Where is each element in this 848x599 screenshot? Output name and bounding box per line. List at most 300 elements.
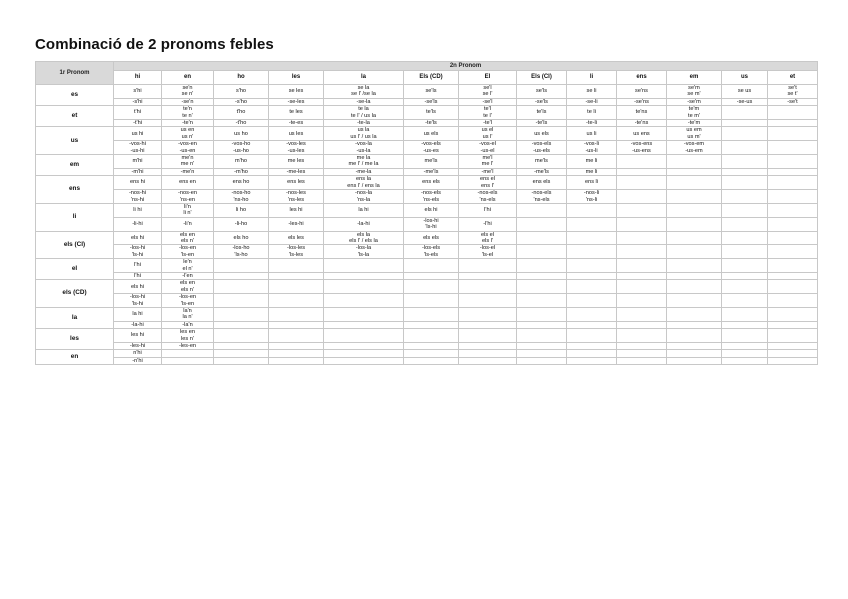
table-cell	[667, 203, 722, 217]
table-cell	[567, 231, 617, 245]
cell-text: el n'	[182, 265, 193, 272]
table-cell	[214, 127, 269, 141]
cell-text: 'ls-hi	[131, 300, 144, 307]
table-cell	[517, 168, 567, 175]
cell-text: -us-el	[480, 147, 495, 154]
table-cell	[114, 85, 162, 99]
table-cell	[667, 231, 722, 245]
table-cell	[722, 190, 768, 204]
cell-text: te'l	[484, 106, 491, 113]
cell-text: -los-hi	[129, 245, 146, 252]
cell-text: -los-hi	[423, 217, 439, 224]
table-cell	[459, 272, 517, 279]
cell-text: te m'	[688, 112, 700, 119]
table-cell	[162, 357, 214, 364]
table-cell	[617, 329, 667, 343]
row-label: els (CD)	[36, 280, 114, 308]
table-cell	[567, 259, 617, 273]
cell-text: la n'	[182, 314, 193, 321]
row-label: us	[36, 127, 114, 155]
cell-text: us em	[686, 127, 702, 134]
table-cell	[667, 294, 722, 308]
cell-text: us l'	[482, 133, 493, 140]
cell-text: -los-hi	[129, 294, 146, 301]
cell-text: me'n	[181, 155, 194, 162]
table-cell	[617, 280, 667, 294]
cell-text: se la	[357, 85, 370, 91]
table-cell	[567, 294, 617, 308]
cell-text: us ho	[234, 130, 248, 137]
table-cell	[162, 98, 214, 105]
table-cell	[162, 217, 214, 231]
table-cell	[269, 308, 324, 322]
table-cell	[617, 259, 667, 273]
cell-text: se'ls	[425, 88, 437, 95]
table-cell	[722, 85, 768, 99]
table-cell	[722, 308, 768, 322]
table-cell	[269, 141, 324, 155]
table-cell	[459, 141, 517, 155]
cell-text: me'ls	[535, 158, 548, 165]
table-cell	[517, 217, 567, 231]
table-cell	[617, 106, 667, 120]
table-cell	[114, 168, 162, 175]
cell-text: -t'ho	[235, 120, 247, 127]
table-cell	[722, 106, 768, 120]
table-cell	[517, 245, 567, 259]
table-cell	[162, 176, 214, 190]
table-cell	[404, 329, 459, 343]
table-cell	[567, 168, 617, 175]
cell-text: se t'	[787, 91, 798, 98]
table-cell	[517, 308, 567, 322]
table-cell	[269, 231, 324, 245]
table-cell	[162, 141, 214, 155]
table-row	[36, 343, 818, 350]
cell-text: -vos-ho	[231, 141, 251, 148]
cell-text: -te'm	[687, 120, 701, 127]
cell-text: -les-en	[178, 343, 197, 350]
cell-text: -te'ns	[634, 120, 649, 127]
cell-text: -se'l	[482, 98, 493, 105]
table-cell	[617, 120, 667, 127]
cell-text: els les	[288, 234, 304, 241]
table-cell	[214, 155, 269, 169]
table-row	[36, 85, 818, 99]
table-cell	[617, 127, 667, 141]
cell-text: -vos-la	[355, 141, 372, 148]
cell-text: us m'	[687, 133, 701, 140]
cell-text: -nos-hi	[128, 190, 147, 197]
table-cell	[722, 203, 768, 217]
table-cell	[459, 231, 517, 245]
cell-text: 'ls-ho	[234, 251, 248, 258]
column-header: Els (CI)	[517, 71, 567, 85]
table-cell	[114, 98, 162, 105]
cell-text: 'ns-li	[585, 196, 598, 203]
cell-text: se't	[788, 85, 797, 91]
cell-text: -me'ls	[534, 168, 549, 175]
column-header: em	[667, 71, 722, 85]
cell-text: els els	[423, 234, 439, 241]
table-row	[36, 217, 818, 231]
cell-text: -us-els	[533, 147, 550, 154]
table-cell	[722, 245, 768, 259]
cell-text: -me-la	[355, 168, 372, 175]
cell-text: n'hi	[133, 350, 142, 357]
cell-text: -nos-les	[286, 190, 306, 197]
cell-text: m'ho	[235, 158, 247, 165]
table-cell	[722, 217, 768, 231]
cell-text: te n'	[182, 112, 193, 119]
column-header-row	[36, 71, 818, 85]
cell-text: l'hi	[134, 262, 141, 269]
table-cell	[617, 245, 667, 259]
cell-text: us les	[288, 130, 304, 137]
table-cell	[162, 168, 214, 175]
table-cell	[404, 127, 459, 141]
table-cell	[567, 120, 617, 127]
table-cell	[459, 343, 517, 350]
table-cell	[269, 155, 324, 169]
column-header: ho	[214, 71, 269, 85]
cell-text: -t'hi	[133, 120, 142, 127]
cell-text: -se'ls	[535, 98, 548, 105]
table-cell	[567, 106, 617, 120]
table-cell	[517, 155, 567, 169]
cell-text: te'n	[183, 106, 192, 113]
cell-text: -vos-els	[531, 141, 552, 148]
table-cell	[162, 294, 214, 308]
table-cell	[214, 120, 269, 127]
table-cell	[517, 141, 567, 155]
table-cell	[722, 350, 768, 357]
table-cell	[214, 168, 269, 175]
table-cell	[768, 106, 818, 120]
table-cell	[722, 357, 768, 364]
cell-text: ens l'	[481, 182, 494, 189]
table-cell	[162, 190, 214, 204]
table-cell	[114, 203, 162, 217]
cell-text: les n'	[181, 335, 194, 342]
cell-text: me li	[585, 158, 598, 165]
table-cell	[517, 190, 567, 204]
table-cell	[567, 98, 617, 105]
cell-text: -los-la	[355, 245, 372, 252]
table-cell	[517, 350, 567, 357]
cell-text: -les-hi	[288, 220, 304, 227]
table-cell	[324, 329, 404, 343]
cell-text: 'ls-hi	[425, 224, 437, 231]
table-cell	[404, 120, 459, 127]
table-cell	[269, 280, 324, 294]
table-row	[36, 203, 818, 217]
cell-text: -los-ho	[232, 245, 250, 252]
table-cell	[617, 176, 667, 190]
table-cell	[722, 294, 768, 308]
table-cell	[269, 357, 324, 364]
cell-text: ens les	[287, 179, 305, 186]
table-cell	[667, 321, 722, 328]
table-cell	[459, 155, 517, 169]
table-cell	[269, 176, 324, 190]
table-cell	[114, 190, 162, 204]
table-cell	[214, 203, 269, 217]
cell-text: 'ls-els	[423, 251, 439, 258]
cell-text: els hi	[424, 207, 438, 214]
cell-text: 'ns-els	[423, 196, 439, 203]
table-cell	[214, 294, 269, 308]
table-cell	[768, 321, 818, 328]
table-cell	[324, 308, 404, 322]
cell-text: les hi	[289, 207, 303, 214]
table-cell	[768, 203, 818, 217]
cell-text: -te-es	[288, 120, 304, 127]
cell-text: -vos-hi	[129, 141, 146, 148]
table-cell	[404, 294, 459, 308]
cell-text: le'n	[183, 259, 192, 266]
table-cell	[214, 280, 269, 294]
table-cell	[404, 308, 459, 322]
row-label: el	[36, 259, 114, 280]
table-cell	[517, 98, 567, 105]
cell-text: -us-en	[179, 147, 196, 154]
table-body	[36, 85, 818, 365]
table-cell	[517, 272, 567, 279]
table-cell	[214, 350, 269, 357]
table-cell	[324, 203, 404, 217]
cell-text: -vos-ens	[630, 141, 653, 148]
table-cell	[768, 176, 818, 190]
table-cell	[324, 98, 404, 105]
cell-text: us en	[180, 127, 195, 134]
cell-text: -se'm	[687, 98, 701, 105]
cell-text: -us-li	[585, 147, 598, 154]
cell-text: els n'	[181, 286, 194, 293]
table-cell	[722, 321, 768, 328]
table-cell	[667, 120, 722, 127]
table-cell	[667, 141, 722, 155]
table-cell	[667, 350, 722, 357]
table-cell	[269, 245, 324, 259]
table-cell	[114, 357, 162, 364]
cell-text: se li	[586, 88, 597, 95]
cell-text: te li	[587, 109, 596, 116]
table-cell	[459, 350, 517, 357]
table-cell	[162, 329, 214, 343]
table-cell	[162, 308, 214, 322]
cell-text: li'n	[184, 203, 191, 210]
cell-text: ens els	[422, 179, 440, 186]
table-row	[36, 280, 818, 294]
table-cell	[459, 85, 517, 99]
table-row	[36, 245, 818, 259]
cell-text: -nos-els	[531, 190, 552, 197]
table-cell	[768, 155, 818, 169]
table-cell	[324, 350, 404, 357]
table-cell	[269, 343, 324, 350]
row-label: les	[36, 329, 114, 350]
table-cell	[114, 176, 162, 190]
table-cell	[214, 190, 269, 204]
cell-text: -m'ho	[234, 168, 248, 175]
table-cell	[269, 120, 324, 127]
table-row	[36, 120, 818, 127]
table-cell	[768, 231, 818, 245]
table-cell	[269, 259, 324, 273]
table-cell	[667, 329, 722, 343]
cell-text: -li-hi	[132, 220, 143, 227]
table-cell	[517, 203, 567, 217]
table-cell	[517, 85, 567, 99]
table-cell	[404, 203, 459, 217]
cell-text: -vos-les	[286, 141, 306, 148]
cell-text: se les	[288, 88, 304, 95]
table-cell	[324, 259, 404, 273]
cell-text: l'hi	[134, 272, 141, 279]
table-cell	[517, 176, 567, 190]
table-cell	[269, 321, 324, 328]
table-cell	[404, 259, 459, 273]
table-cell	[214, 321, 269, 328]
table-cell	[667, 308, 722, 322]
table-cell	[517, 120, 567, 127]
table-cell	[162, 85, 214, 99]
table-cell	[214, 329, 269, 343]
table-cell	[667, 176, 722, 190]
cell-text: -te-li	[586, 120, 597, 127]
cell-text: me les	[287, 158, 305, 165]
cell-text: els hi	[130, 283, 145, 290]
table-cell	[162, 259, 214, 273]
table-row	[36, 329, 818, 343]
cell-text: -s'hi	[132, 98, 143, 105]
cell-text: me l'	[481, 161, 494, 168]
table-cell	[567, 141, 617, 155]
table-cell	[404, 321, 459, 328]
column-header: les	[269, 71, 324, 85]
cell-text: -nos-li	[583, 190, 600, 197]
cell-text: -me-les	[286, 168, 306, 175]
cell-text: -me'ls	[423, 168, 439, 175]
table-row	[36, 259, 818, 273]
cell-text: -los-les	[286, 245, 306, 252]
table-cell	[567, 176, 617, 190]
table-cell	[404, 98, 459, 105]
cell-text: -l'hi	[483, 220, 492, 227]
table-cell	[162, 106, 214, 120]
cell-text: -l'en	[182, 272, 193, 279]
table-cell	[214, 217, 269, 231]
column-header: us	[722, 71, 768, 85]
table-cell	[324, 217, 404, 231]
table-cell	[114, 308, 162, 322]
cell-text: -vos-li	[584, 141, 599, 148]
cell-text: -vos-el	[479, 141, 496, 148]
cell-text: us n'	[181, 133, 194, 140]
column-header: ens	[617, 71, 667, 85]
table-cell	[459, 245, 517, 259]
cell-text: -te'n	[182, 120, 193, 127]
table-cell	[459, 321, 517, 328]
table-cell	[567, 272, 617, 279]
table-cell	[324, 85, 404, 99]
table-cell	[567, 357, 617, 364]
table-cell	[722, 280, 768, 294]
table-cell	[517, 321, 567, 328]
cell-text: us l' / us la	[350, 133, 377, 140]
table-cell	[517, 127, 567, 141]
row-header-label: 1r Pronom	[36, 62, 114, 85]
table-cell	[214, 272, 269, 279]
table-cell	[404, 231, 459, 245]
table-cell	[114, 294, 162, 308]
cell-text: la'n	[183, 308, 192, 314]
table-cell	[667, 343, 722, 350]
table-cell	[404, 245, 459, 259]
table-cell	[617, 343, 667, 350]
cell-text: ens li	[584, 179, 599, 186]
cell-text: les en	[180, 329, 195, 336]
table-row	[36, 155, 818, 169]
table-cell	[162, 343, 214, 350]
table-cell	[324, 190, 404, 204]
table-cell	[459, 308, 517, 322]
table-cell	[768, 98, 818, 105]
table-cell	[269, 272, 324, 279]
table-cell	[324, 272, 404, 279]
table-cell	[404, 217, 459, 231]
cell-text: us hi	[131, 130, 144, 137]
table-row	[36, 141, 818, 155]
table-cell	[269, 350, 324, 357]
table-cell	[324, 127, 404, 141]
table-cell	[567, 308, 617, 322]
table-cell	[114, 272, 162, 279]
cell-text: -us-les	[287, 147, 305, 154]
table-cell	[459, 120, 517, 127]
table-cell	[269, 106, 324, 120]
cell-text: -te'ls	[425, 120, 437, 127]
cell-text: els n'	[181, 237, 194, 244]
cell-text: -la'n	[182, 321, 193, 328]
table-cell	[114, 259, 162, 273]
cell-text: us li	[586, 130, 597, 137]
table-cell	[404, 176, 459, 190]
table-cell	[617, 350, 667, 357]
table-cell	[459, 259, 517, 273]
cell-text: -nos-ho	[231, 190, 251, 197]
table-cell	[768, 245, 818, 259]
cell-text: -se'ls	[424, 98, 438, 105]
row-label: et	[36, 106, 114, 127]
table-cell	[667, 155, 722, 169]
table-cell	[214, 357, 269, 364]
cell-text: els l'	[481, 237, 493, 244]
table-cell	[214, 245, 269, 259]
table-cell	[768, 190, 818, 204]
cell-text: t'hi	[134, 109, 141, 116]
table-cell	[517, 294, 567, 308]
table-cell	[768, 168, 818, 175]
table-cell	[617, 141, 667, 155]
cell-text: -nos-en	[178, 190, 197, 197]
cell-text: us la	[357, 127, 370, 134]
table-cell	[517, 259, 567, 273]
table-cell	[617, 217, 667, 231]
table-cell	[114, 329, 162, 343]
table-cell	[214, 231, 269, 245]
